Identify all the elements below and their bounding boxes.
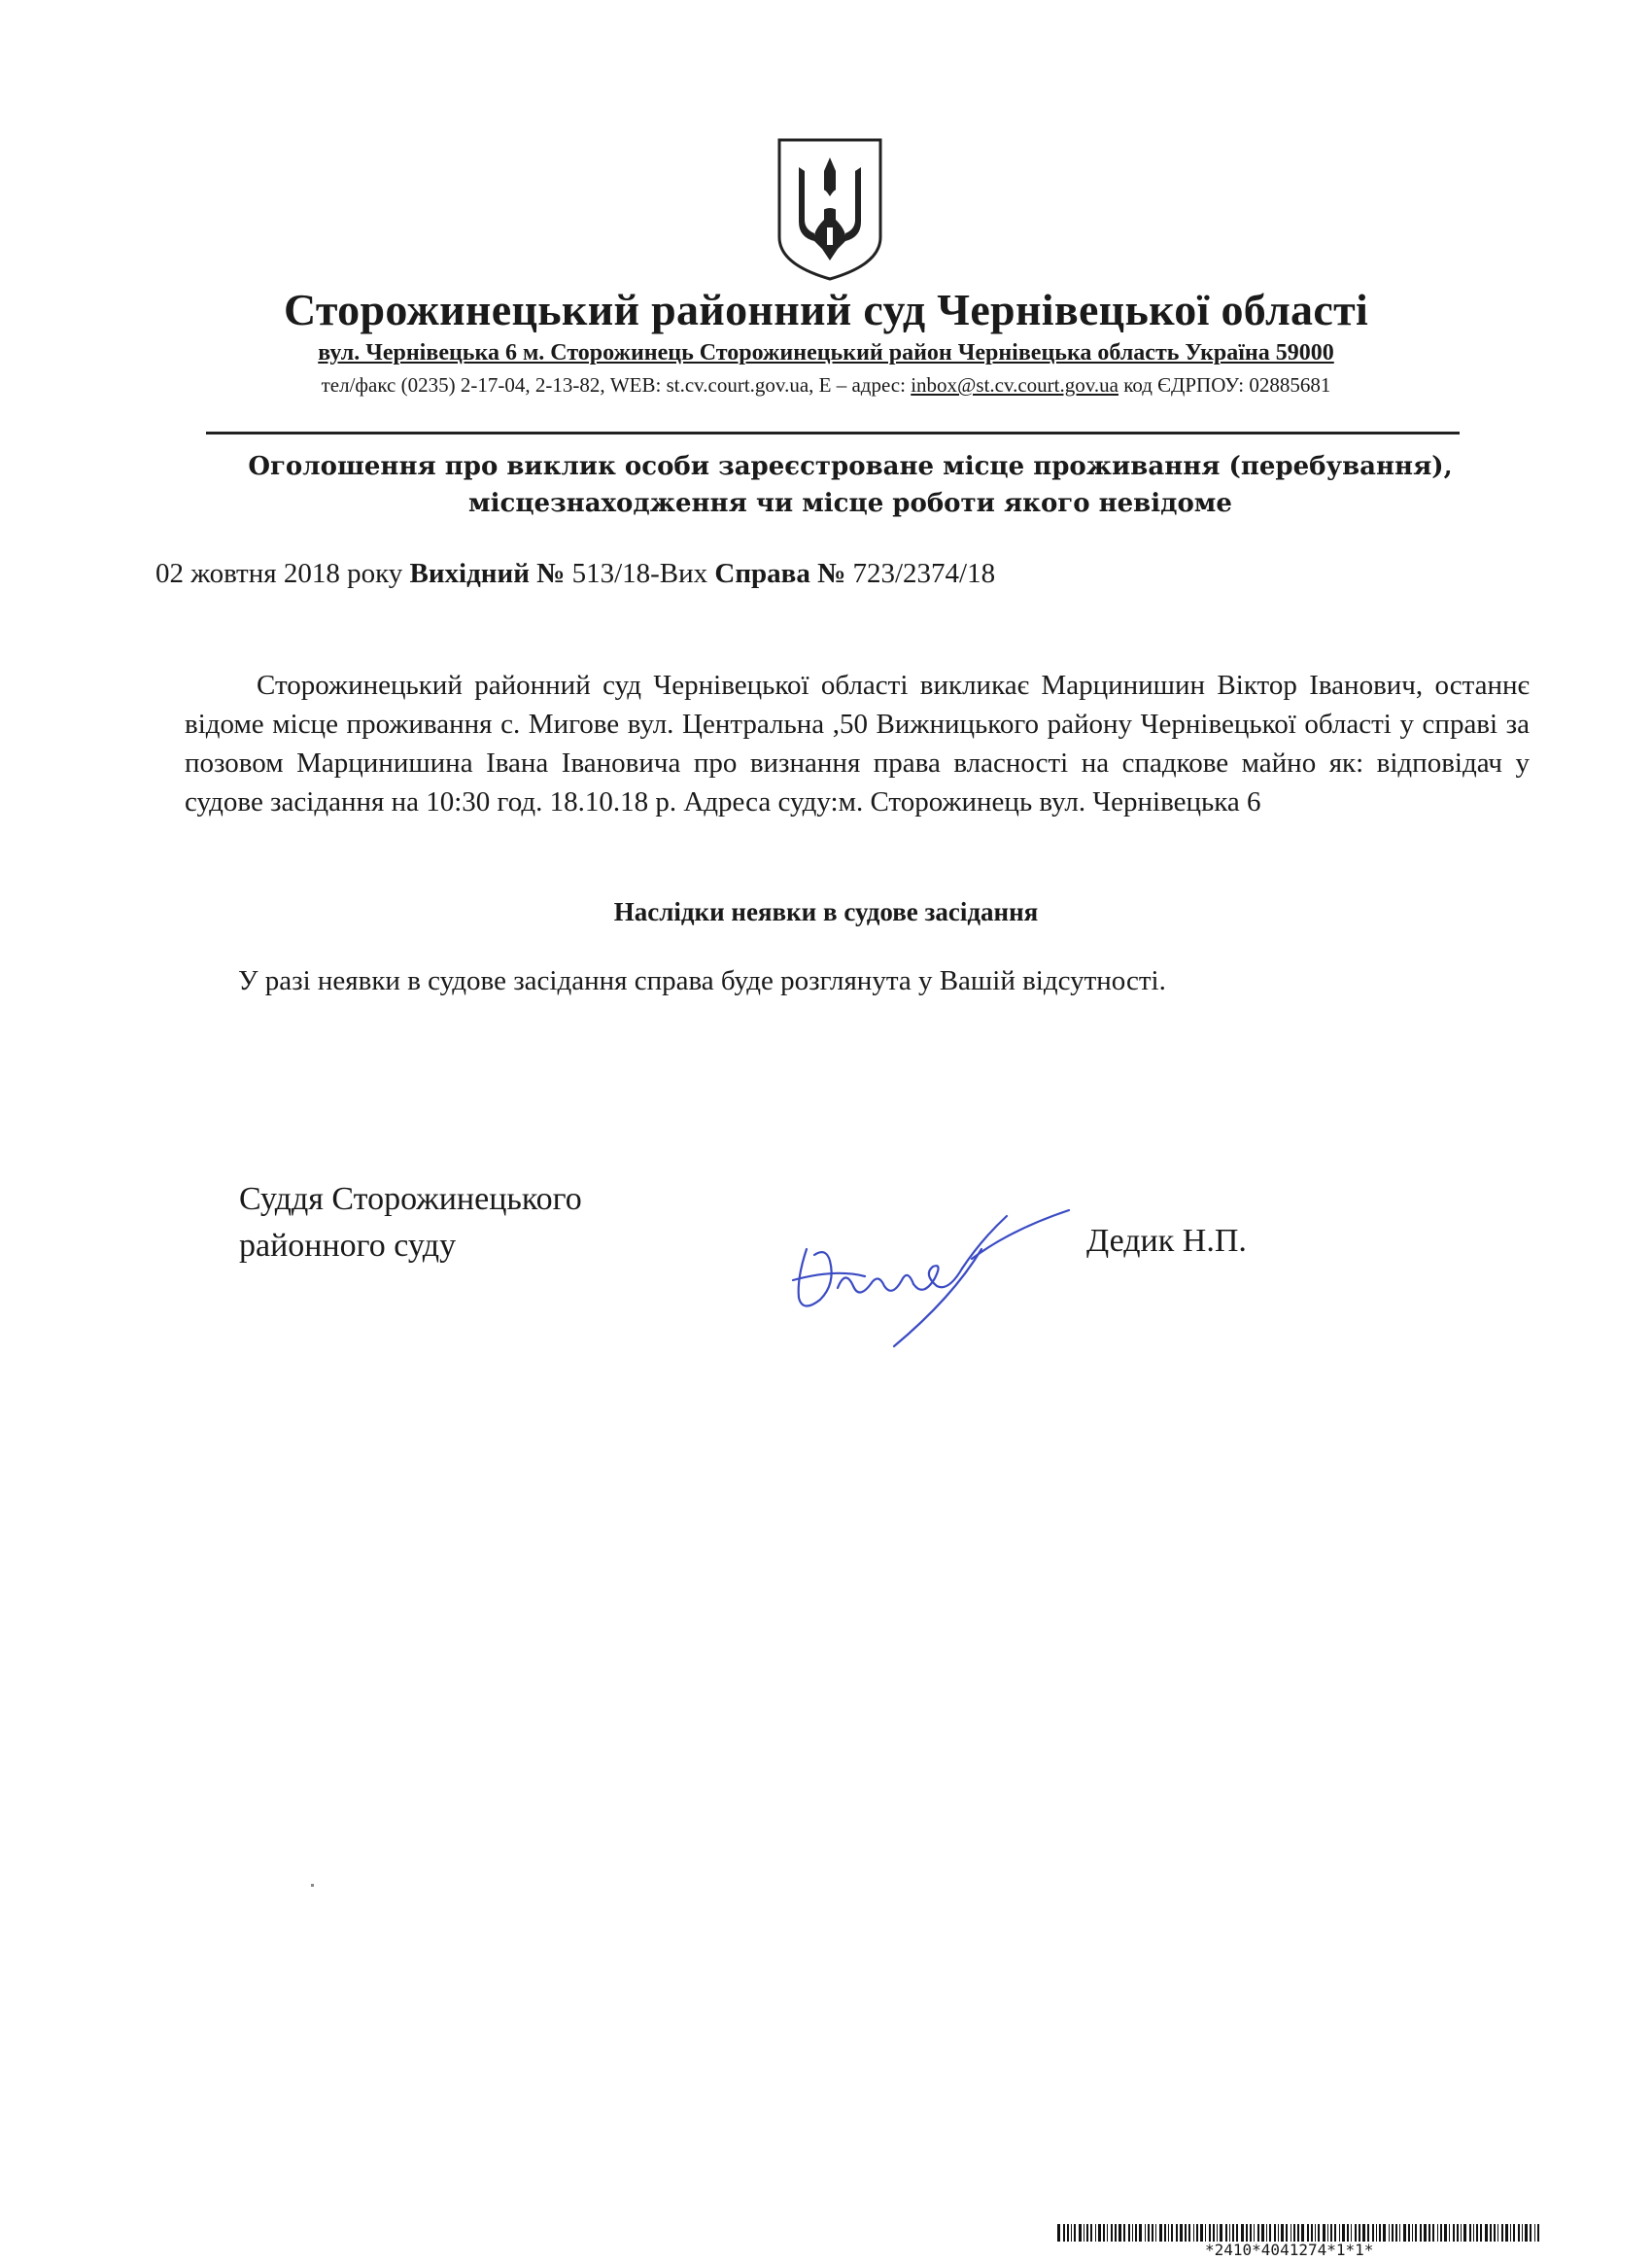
trident-emblem-icon — [775, 136, 884, 282]
consequences-text: У разі неявки в судове засідання справа буде розглянута у Вашій відсутності. — [238, 965, 1166, 996]
handwritten-signature-icon — [777, 1191, 1088, 1356]
summons-paragraph: Сторожинецький районний суд Чернівецької області викликає Марцинишин Віктор Іванович, останнє відоме місце проживання с. Мигове вул. Центральна ,50 Вижницького району Чернівецької області у справі за позовом Марцинишина Івана Івановича про визнання права власності на спадкове майно як: відповідач у судове засідання на 10:30 год. 18.10.18 р. Адреса суду:м. Сторожинець вул. Чернівецька 6 — [185, 670, 1530, 817]
email-link[interactable]: inbox@st.cv.court.gov.ua — [911, 373, 1119, 397]
scan-speck — [311, 1884, 314, 1887]
judge-title: Суддя Сторожинецького районного суду — [239, 1181, 582, 1264]
court-address: вул. Чернівецька 6 м. Сторожинець Сторожинецький район Чернівецька область Україна 59000 — [318, 340, 1334, 365]
court-name: Сторожинецький районний суд Чернівецької області — [283, 285, 1369, 334]
consequences-heading: Наслідки неявки в судове засідання — [613, 897, 1039, 926]
outgoing-reference: 02 жовтня 2018 року Вихідний № 513/18-Вих Справа № 723/2374/18 — [155, 558, 996, 589]
notice-title: Оголошення про виклик особи зареєстроване місце проживання (перебування), місцезнаходження чи місце роботи якого невідоме — [248, 452, 1453, 518]
judge-name: Дедик Н.П. — [1086, 1223, 1247, 1259]
barcode-icon — [1057, 2224, 1540, 2242]
header-divider — [206, 432, 1460, 435]
barcode-text: *2410*4041274*1*1* — [1205, 2241, 1374, 2259]
court-contacts: тел/факс (0235) 2-17-04, 2-13-82, WEB: st.cv.court.gov.ua, E – адрес: inbox@st.cv.court.gov.ua код ЄДРПОУ: 02885681 — [321, 373, 1331, 397]
